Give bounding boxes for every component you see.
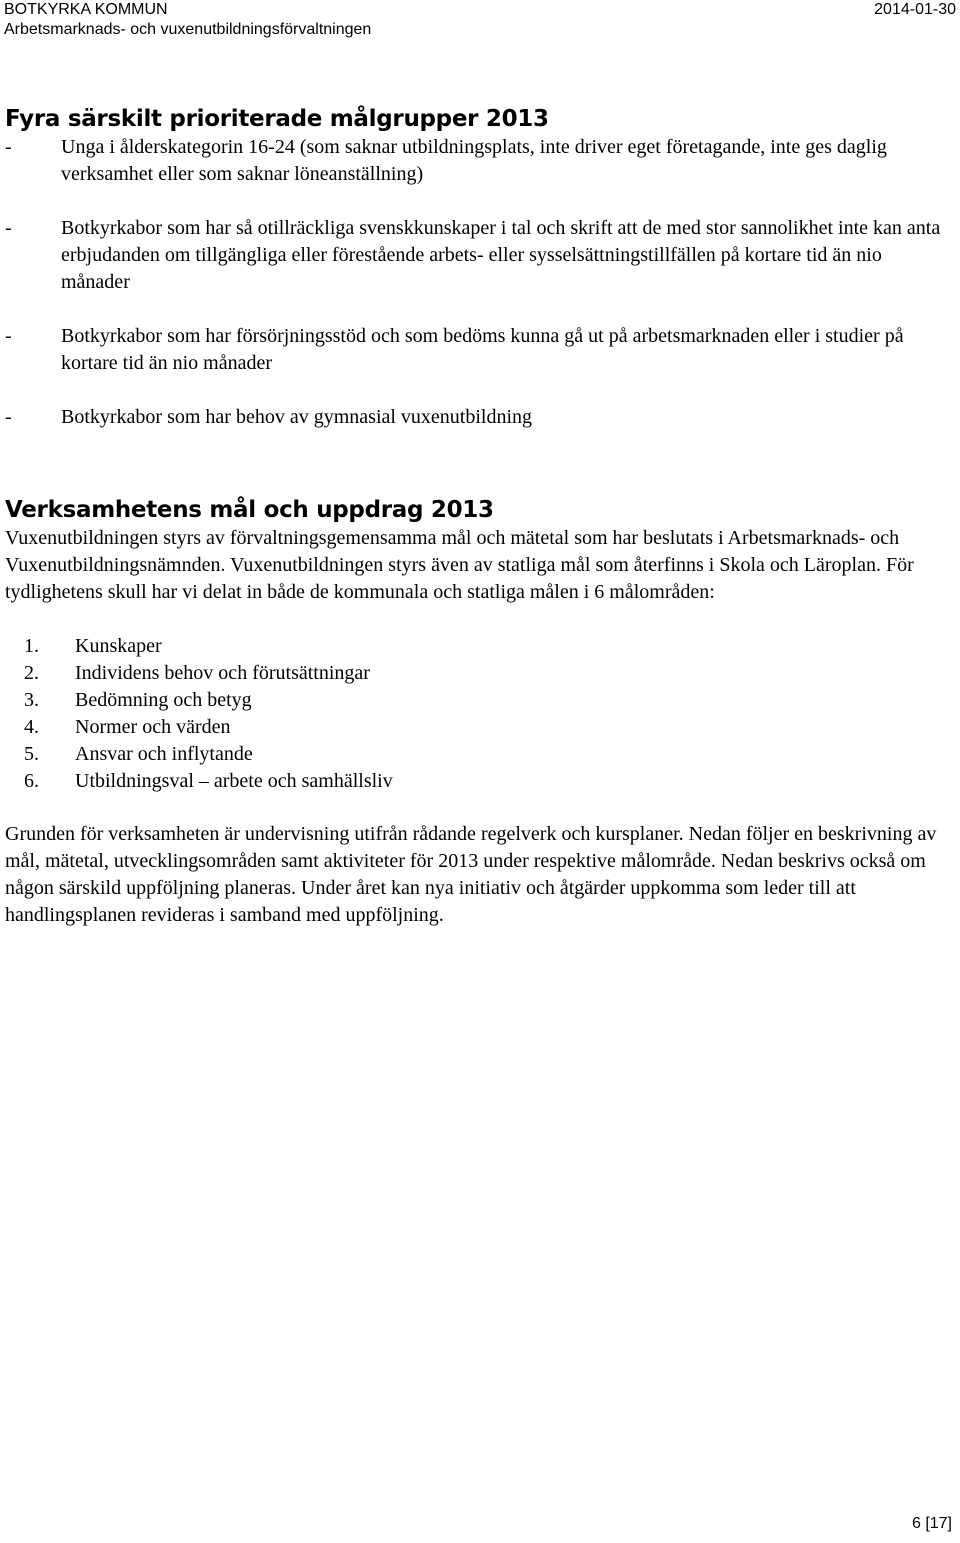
list-item [5, 687, 955, 714]
list-item [5, 134, 955, 188]
list-number: 6. [24, 770, 39, 792]
list-label: Individens behov och förutsättningar [75, 662, 370, 684]
list-item [5, 633, 955, 660]
list-label: Normer och värden [75, 716, 231, 738]
bullet-marker: - [5, 406, 12, 428]
list-item [5, 215, 955, 296]
list-item [5, 768, 955, 795]
page-number: 6 [17] [911, 1515, 952, 1532]
bullet-text: Botkyrkabor som har så otillräckliga svenskkunskaper i tal och skrift att de med stor sannolikhet inte kan anta erbjudanden om tillgängliga eller förestående arbets- eller sysselsättningstillfällen på kortare tid än nio månader [61, 217, 941, 293]
list-label: Ansvar och inflytande [75, 743, 253, 765]
bullet-marker: - [5, 217, 12, 239]
header-organization: BOTKYRKA KOMMUN [4, 1, 168, 18]
bullet-marker: - [5, 136, 12, 158]
bullet-text: Botkyrkabor som har behov av gymnasial vuxenutbildning [61, 406, 533, 428]
document-body [5, 104, 955, 929]
intro-paragraph: Vuxenutbildningen styrs av förvaltningsgemensamma mål och mätetal som har beslutats i Arbetsmarknads- och Vuxenutbildningsnämnden. Vuxenutbildningen styrs även av statliga mål som återfinns i Skola och Läroplan. För tydlighetens skull har vi delat in både de kommunala och statliga målen i 6 målområden: [5, 527, 914, 603]
list-number: 5. [24, 743, 39, 765]
heading-goals-mission: Verksamhetens mål och uppdrag 2013 [5, 497, 494, 523]
list-number: 4. [24, 716, 39, 738]
list-item [5, 404, 955, 431]
header-department: Arbetsmarknads- och vuxenutbildningsförvaltningen [4, 21, 372, 38]
heading-target-groups: Fyra särskilt prioriterade målgrupper 2013 [5, 106, 549, 132]
list-label: Kunskaper [75, 635, 162, 657]
list-number: 2. [24, 662, 39, 684]
bullet-text: Unga i ålderskategorin 16-24 (som saknar utbildningsplats, inte driver eget företagande, inte ges daglig verksamhet eller som saknar löneanställning) [61, 136, 887, 185]
basis-paragraph: Grunden för verksamheten är undervisning utifrån rådande regelverk och kursplaner. Nedan följer en beskrivning av mål, mätetal, utvecklingsområden samt aktiviteter för 2013 under respektive målområde. Nedan beskrivs också om någon särskild uppföljning planeras. Under året kan nya initiativ och åtgärder uppkomma som leder till att handlingsplanen revideras i samband med uppföljning. [5, 823, 937, 926]
list-item [5, 660, 955, 687]
list-item [5, 714, 955, 741]
list-number: 1. [24, 635, 39, 657]
bullet-text: Botkyrkabor som har försörjningsstöd och som bedöms kunna gå ut på arbetsmarknaden eller i studier på kortare tid än nio månader [61, 325, 904, 374]
list-item [5, 323, 955, 377]
bullet-marker: - [5, 325, 12, 347]
list-item [5, 741, 955, 768]
list-label: Bedömning och betyg [75, 689, 252, 711]
list-number: 3. [24, 689, 39, 711]
header-date: 2014-01-30 [874, 1, 956, 18]
goal-area-list [5, 633, 955, 795]
list-label: Utbildningsval – arbete och samhällsliv [75, 770, 393, 792]
